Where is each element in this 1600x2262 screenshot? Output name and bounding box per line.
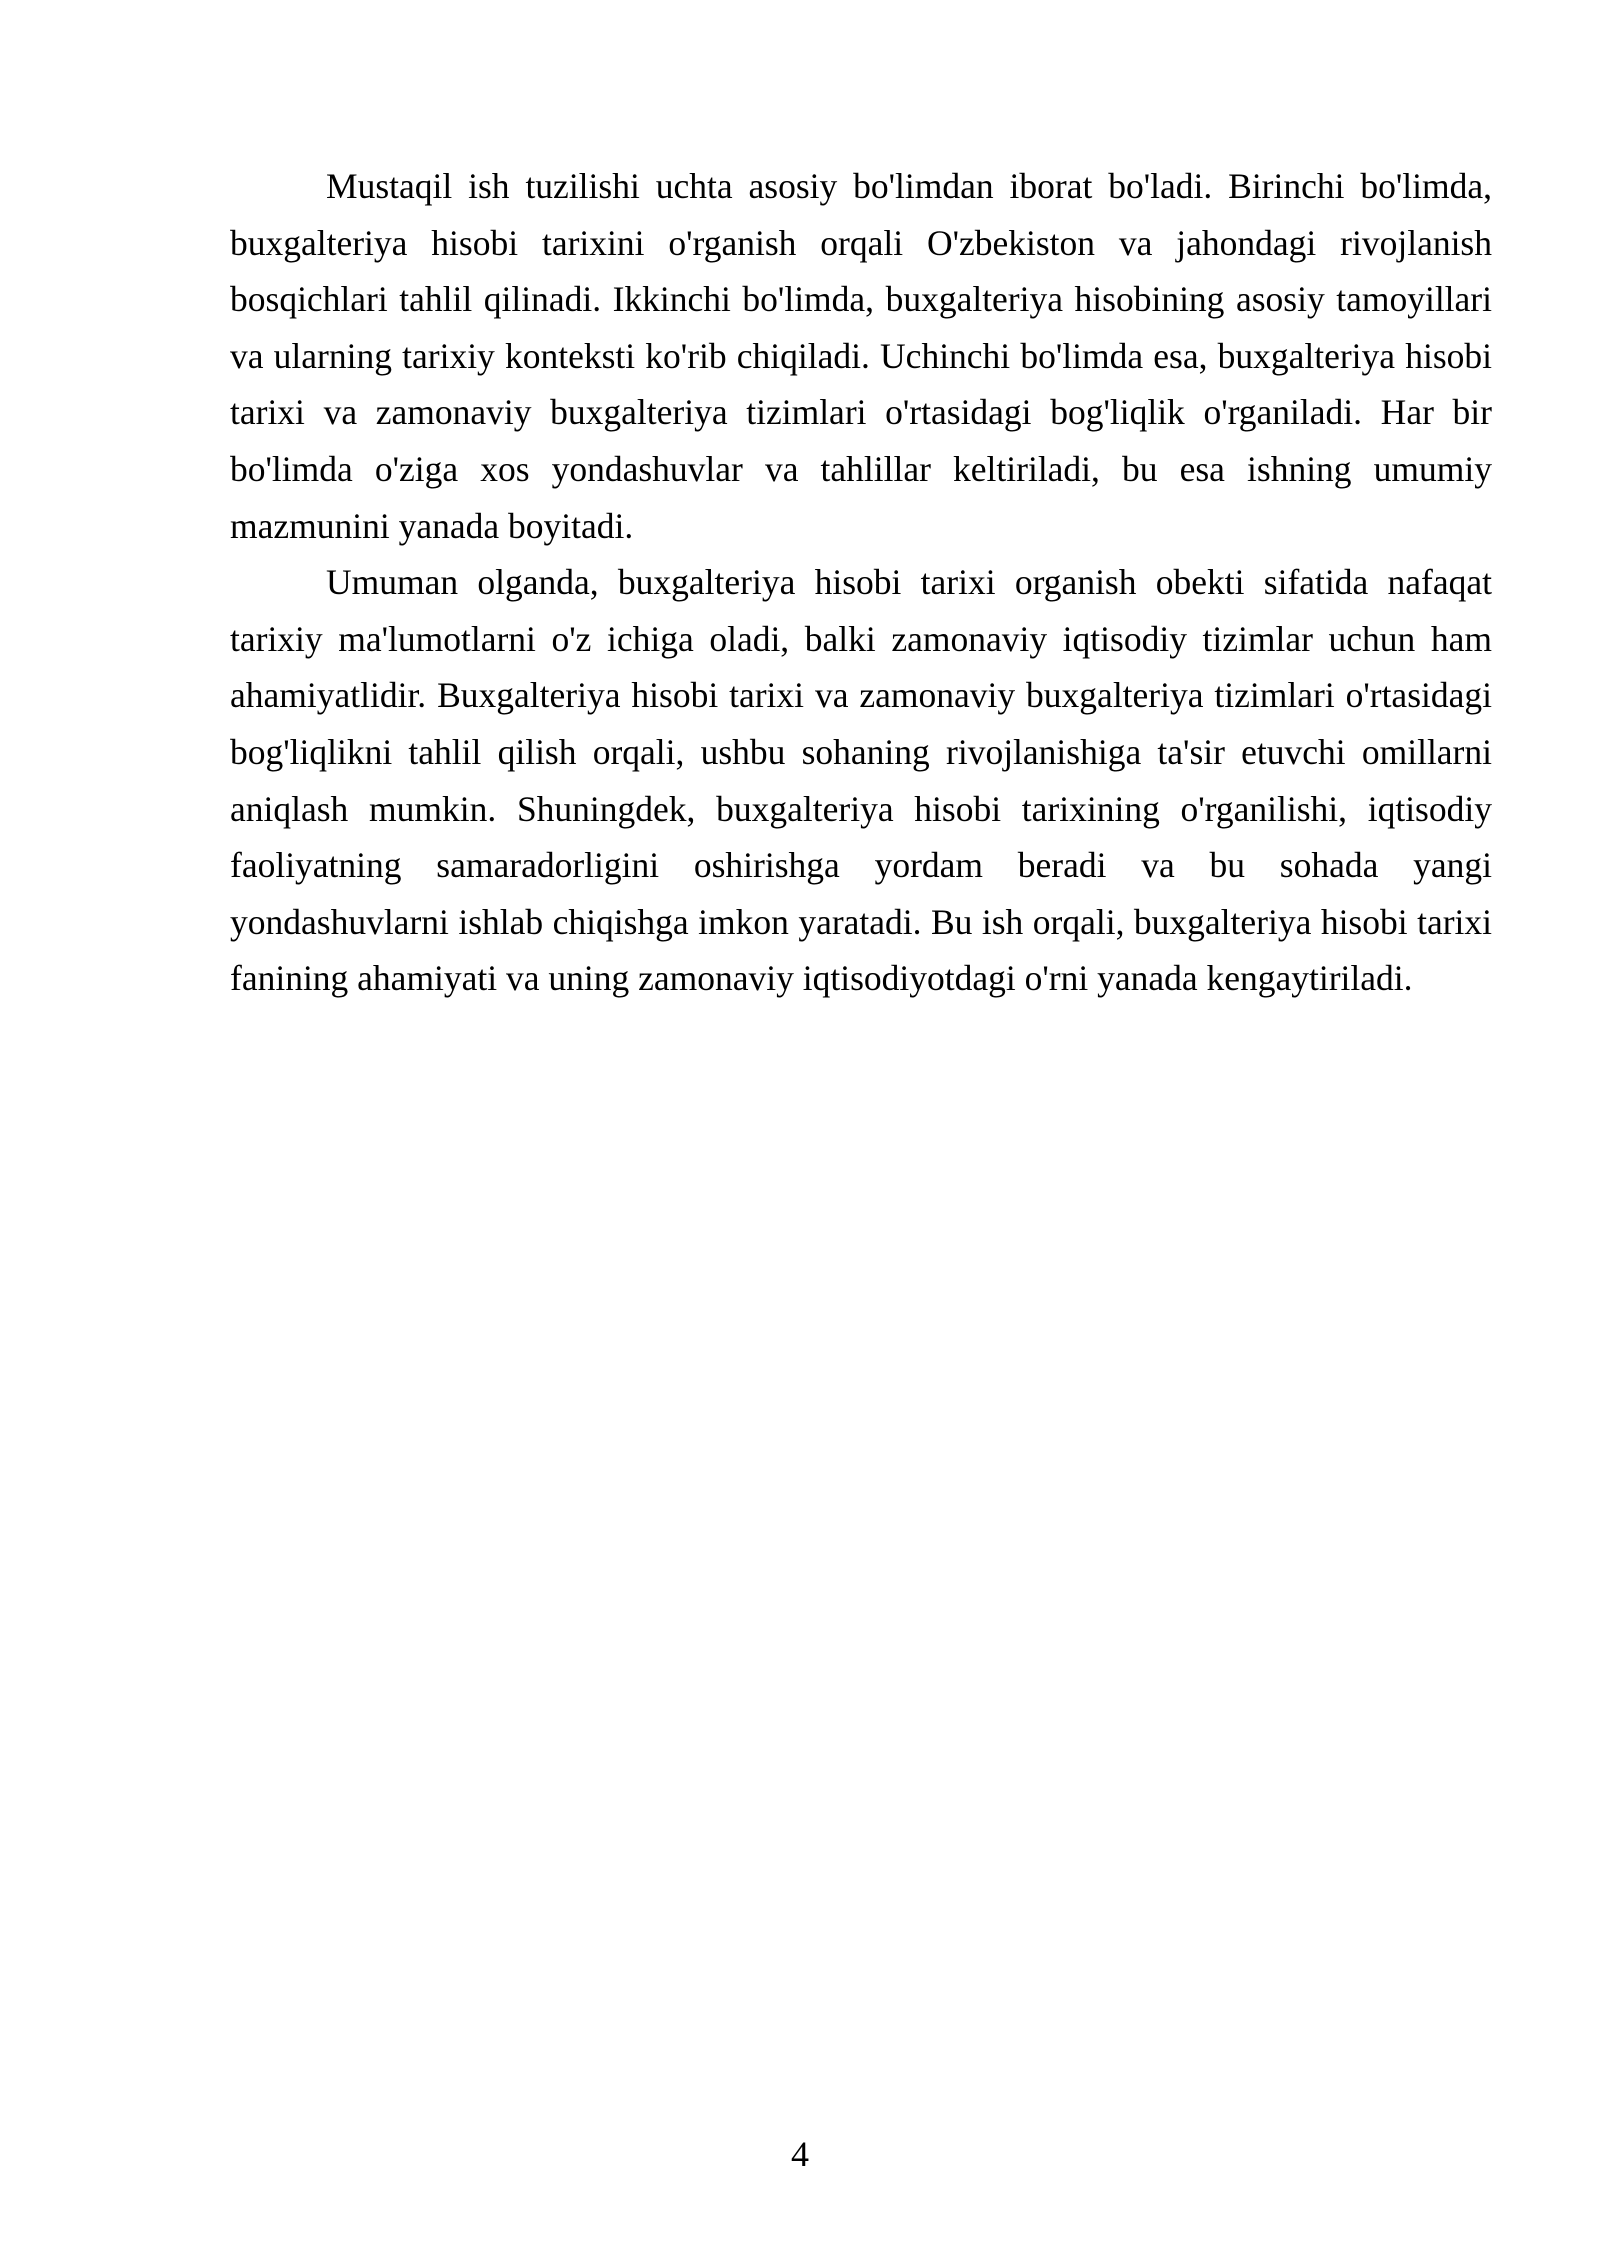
paragraph-2: Umuman olganda, buxgalteriya hisobi tarixi organish obekti sifatida nafaqat tarixiy ma'lumotlarni o'z ichiga oladi, balki zamonaviy iqtisodiy tizimlar uchun ham ahamiyatlidir. Buxgalteriya hisobi tarixi va zamonaviy buxgalteriya tizimlari o'rtasidagi bog'liqlikni tahlil qilish orqali, ushbu sohaning rivojlanishiga ta'sir etuvchi omillarni aniqlash mumkin. Shuningdek, buxgalteriya hisobi tarixining o'rganilishi, iqtisodiy faoliyatning samaradorligini oshirishga yordam beradi va bu sohada yangi yondashuvlarni ishlab chiqishga imkon yaratadi. Bu ish orqali, buxgalteriya hisobi tarixi fanining ahamiyati va uning zamonaviy iqtisodiyotdagi o'rni yanada kengaytiriladi. — [230, 562, 1492, 999]
page-number: 4 — [791, 2134, 809, 2174]
paragraph-1: Mustaqil ish tuzilishi uchta asosiy bo'limdan iborat bo'ladi. Birinchi bo'limda, buxgalteriya hisobi tarixini o'rganish orqali O'zbekiston va jahondagi rivojlanish bosqichlari tahlil qilinadi. Ikkinchi bo'limda, buxgalteriya hisobining asosiy tamoyillari va ularning tarixiy konteksti ko'rib chiqiladi. Uchinchi bo'limda esa, buxgalteriya hisobi tarixi va zamonaviy buxgalteriya tizimlari o'rtasidagi bog'liqlik o'rganiladi. Har bir bo'limda o'ziga xos yondashuvlar va tahlillar keltiriladi, bu esa ishning umumiy mazmunini yanada boyitadi. — [230, 166, 1492, 546]
body-text — [230, 158, 1492, 1007]
